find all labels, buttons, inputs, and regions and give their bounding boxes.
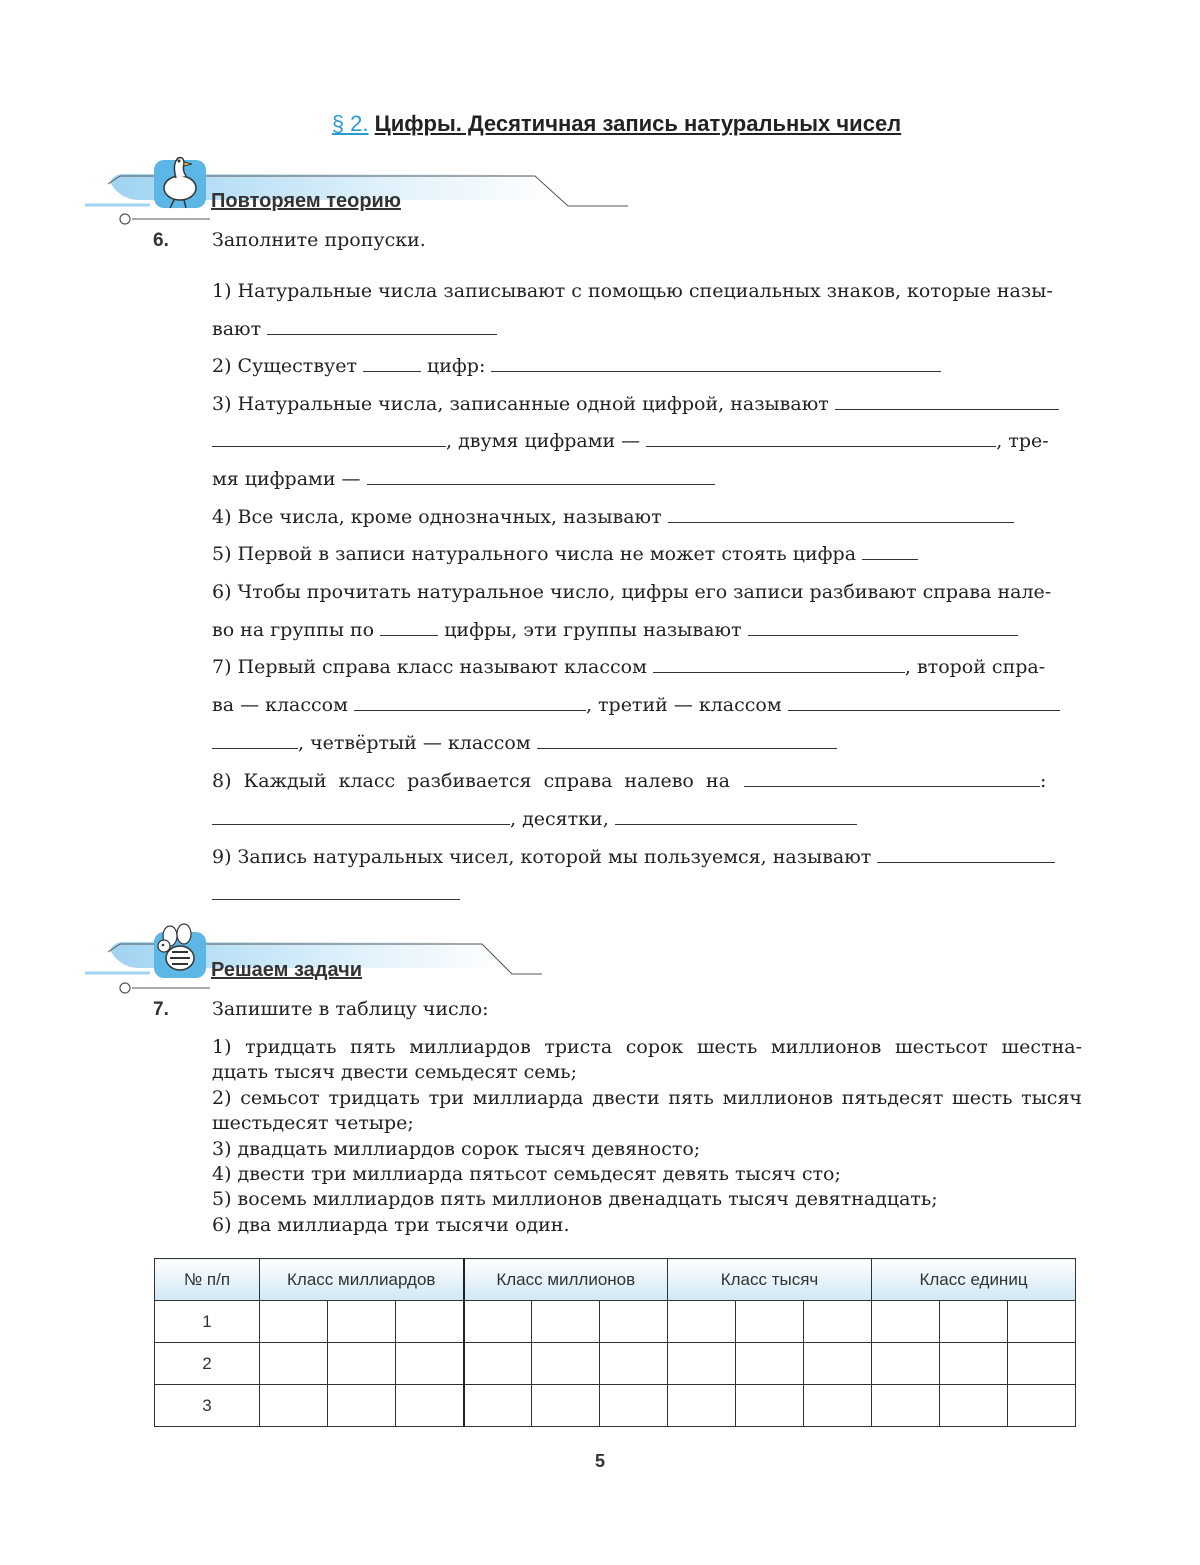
bee-icon: [150, 922, 210, 980]
header-cell: Класс единиц: [872, 1259, 1076, 1301]
item-text: 5) Первой в записи натурального числа не может стоять цифра: [212, 543, 857, 565]
answer-blank[interactable]: [491, 355, 941, 372]
digit-cell[interactable]: [260, 1343, 328, 1385]
digit-cell[interactable]: [328, 1385, 396, 1427]
digit-cell[interactable]: [668, 1301, 736, 1343]
answer-blank[interactable]: [363, 355, 421, 372]
answer-blank[interactable]: [744, 770, 1040, 787]
answer-blank[interactable]: [835, 393, 1059, 410]
answer-blank[interactable]: [212, 899, 460, 900]
digit-cell[interactable]: [940, 1343, 1008, 1385]
table-header-row: [155, 1259, 1076, 1301]
page-number: 5: [594, 1451, 605, 1471]
item-text: , третий — классом: [585, 694, 782, 716]
answer-blank[interactable]: [862, 543, 918, 560]
item-text: 3) Натуральные числа, записанные одной цифрой, называют: [212, 393, 829, 415]
answer-blank[interactable]: [668, 506, 1014, 523]
digit-cell[interactable]: [532, 1301, 600, 1343]
digit-cell[interactable]: [668, 1343, 736, 1385]
item-3-line1: [212, 385, 1059, 423]
header-cell: Класс тысяч: [668, 1259, 872, 1301]
digit-cell[interactable]: [464, 1385, 532, 1427]
bird-icon: [150, 150, 210, 212]
paragraph-number: § 2.: [331, 111, 369, 136]
item-1-line2: [212, 310, 497, 348]
digit-cell[interactable]: [260, 1301, 328, 1343]
number-classes-table: [154, 1258, 1076, 1427]
item-7-line2: [212, 686, 1060, 724]
row-number: 2: [155, 1343, 260, 1385]
digit-cell[interactable]: [600, 1343, 668, 1385]
answer-blank[interactable]: [615, 808, 857, 825]
item-text: 9) Запись натуральных чисел, которой мы пользуемся, называют: [212, 846, 872, 868]
answer-blank[interactable]: [653, 656, 905, 673]
section-heading-tasks: Решаем задачи: [211, 959, 362, 981]
item-text: , второй спра-: [904, 656, 1046, 678]
item-text: :: [1039, 770, 1047, 792]
item-8-line2: [212, 800, 857, 838]
digit-cell[interactable]: [736, 1301, 804, 1343]
answer-blank[interactable]: [646, 430, 996, 447]
table-row: [155, 1301, 1076, 1343]
answer-blank[interactable]: [212, 732, 298, 749]
digit-cell[interactable]: [668, 1385, 736, 1427]
item-3-line2: [212, 422, 1049, 460]
item-1-line1: 1) Натуральные числа записывают с помощью специальных знаков, которые назы-: [212, 280, 1053, 302]
item-9-line1: [212, 838, 1055, 876]
task-number-6: 6.: [153, 230, 169, 251]
header-cell: Класс миллионов: [464, 1259, 668, 1301]
item-3-line3: [212, 460, 715, 498]
task-7-list: [212, 1035, 1082, 1238]
item-6-line1: 6) Чтобы прочитать натуральное число, цифры его записи разбивают справа нале-: [212, 581, 1052, 603]
item-text: вают: [212, 318, 262, 340]
list-item: шестьдесят четыре;: [212, 1112, 414, 1135]
item-text: , десятки,: [510, 808, 609, 830]
answer-blank[interactable]: [354, 694, 586, 711]
digit-cell[interactable]: [1008, 1301, 1076, 1343]
item-text: ва — классом: [212, 694, 348, 716]
digit-cell[interactable]: [736, 1385, 804, 1427]
list-item: 5) восемь миллиардов пять миллионов двенадцать тысяч девятнадцать;: [212, 1188, 938, 1211]
digit-cell[interactable]: [940, 1385, 1008, 1427]
digit-cell[interactable]: [872, 1301, 940, 1343]
digit-cell[interactable]: [532, 1343, 600, 1385]
answer-blank[interactable]: [380, 619, 438, 636]
list-item: 3) двадцать миллиардов сорок тысяч девяносто;: [212, 1137, 701, 1160]
header-cell: № п/п: [155, 1259, 260, 1301]
list-item: 2) семьсот тридцать три миллиарда двести пять миллионов пятьдесят шесть тысяч: [212, 1086, 1082, 1109]
item-text: , тре-: [996, 430, 1049, 452]
answer-blank[interactable]: [788, 694, 1060, 711]
item-text: 2) Существует: [212, 355, 357, 377]
answer-blank[interactable]: [212, 808, 510, 825]
answer-blank[interactable]: [877, 846, 1055, 863]
item-text: цифр:: [427, 355, 486, 377]
digit-cell[interactable]: [328, 1301, 396, 1343]
digit-cell[interactable]: [736, 1343, 804, 1385]
item-7-line1: [212, 648, 1045, 686]
row-number: 3: [155, 1385, 260, 1427]
digit-cell[interactable]: [940, 1301, 1008, 1343]
title-text: Цифры. Десятичная запись натуральных чисел: [374, 111, 902, 136]
item-6-line2: [212, 611, 1018, 649]
answer-blank[interactable]: [267, 318, 497, 335]
digit-cell[interactable]: [600, 1385, 668, 1427]
item-2: [212, 347, 941, 385]
table-row: [155, 1385, 1076, 1427]
item-text: мя цифрами —: [212, 468, 361, 490]
digit-cell[interactable]: [1008, 1385, 1076, 1427]
item-4: [212, 498, 1014, 536]
list-item: 4) двести три миллиарда пятьсот семьдесят девять тысяч сто;: [212, 1163, 841, 1186]
item-5: [212, 535, 918, 573]
item-text: 4) Все числа, кроме однозначных, называют: [212, 506, 662, 528]
list-item: 6) два миллиарда три тысячи один.: [212, 1213, 570, 1236]
task-7-instruction: Запишите в таблицу число:: [212, 998, 489, 1020]
item-text: цифры, эти группы называют: [444, 619, 742, 641]
item-text: , четвёртый — классом: [298, 732, 531, 754]
section-heading-theory: Повторяем теорию: [211, 190, 401, 212]
row-number: 1: [155, 1301, 260, 1343]
digit-cell[interactable]: [1008, 1343, 1076, 1385]
table-row: [155, 1343, 1076, 1385]
digit-cell[interactable]: [804, 1301, 872, 1343]
digit-cell[interactable]: [872, 1385, 940, 1427]
digit-cell[interactable]: [804, 1343, 872, 1385]
header-cell: Класс миллиардов: [260, 1259, 464, 1301]
answer-blank[interactable]: [212, 430, 446, 447]
item-text: 8) Каждый класс разбивается справа налево на: [212, 770, 730, 792]
item-7-line3: [212, 724, 837, 762]
digit-cell[interactable]: [464, 1343, 532, 1385]
item-text: , двумя цифрами —: [446, 430, 641, 452]
digit-cell[interactable]: [464, 1301, 532, 1343]
digit-cell[interactable]: [532, 1385, 600, 1427]
page-title: [0, 111, 1200, 137]
item-text: во на группы по: [212, 619, 375, 641]
digit-cell[interactable]: [396, 1301, 464, 1343]
answer-blank[interactable]: [537, 732, 837, 749]
digit-cell[interactable]: [804, 1385, 872, 1427]
item-8-line1: [212, 762, 1046, 800]
digit-cell[interactable]: [396, 1343, 464, 1385]
digit-cell[interactable]: [328, 1343, 396, 1385]
digit-cell[interactable]: [872, 1343, 940, 1385]
task-6-instruction: Заполните пропуски.: [212, 229, 426, 251]
list-item: 1) тридцать пять миллиардов триста сорок шесть миллионов шестьсот шестна-: [212, 1036, 1082, 1058]
digit-cell[interactable]: [396, 1385, 464, 1427]
answer-blank[interactable]: [367, 468, 715, 485]
list-item: дцать тысяч двести семьдесят семь;: [212, 1061, 578, 1084]
digit-cell[interactable]: [260, 1385, 328, 1427]
task-number-7: 7.: [153, 999, 169, 1020]
answer-blank[interactable]: [748, 619, 1018, 636]
item-text: 7) Первый справа класс называют классом: [212, 656, 647, 678]
digit-cell[interactable]: [600, 1301, 668, 1343]
